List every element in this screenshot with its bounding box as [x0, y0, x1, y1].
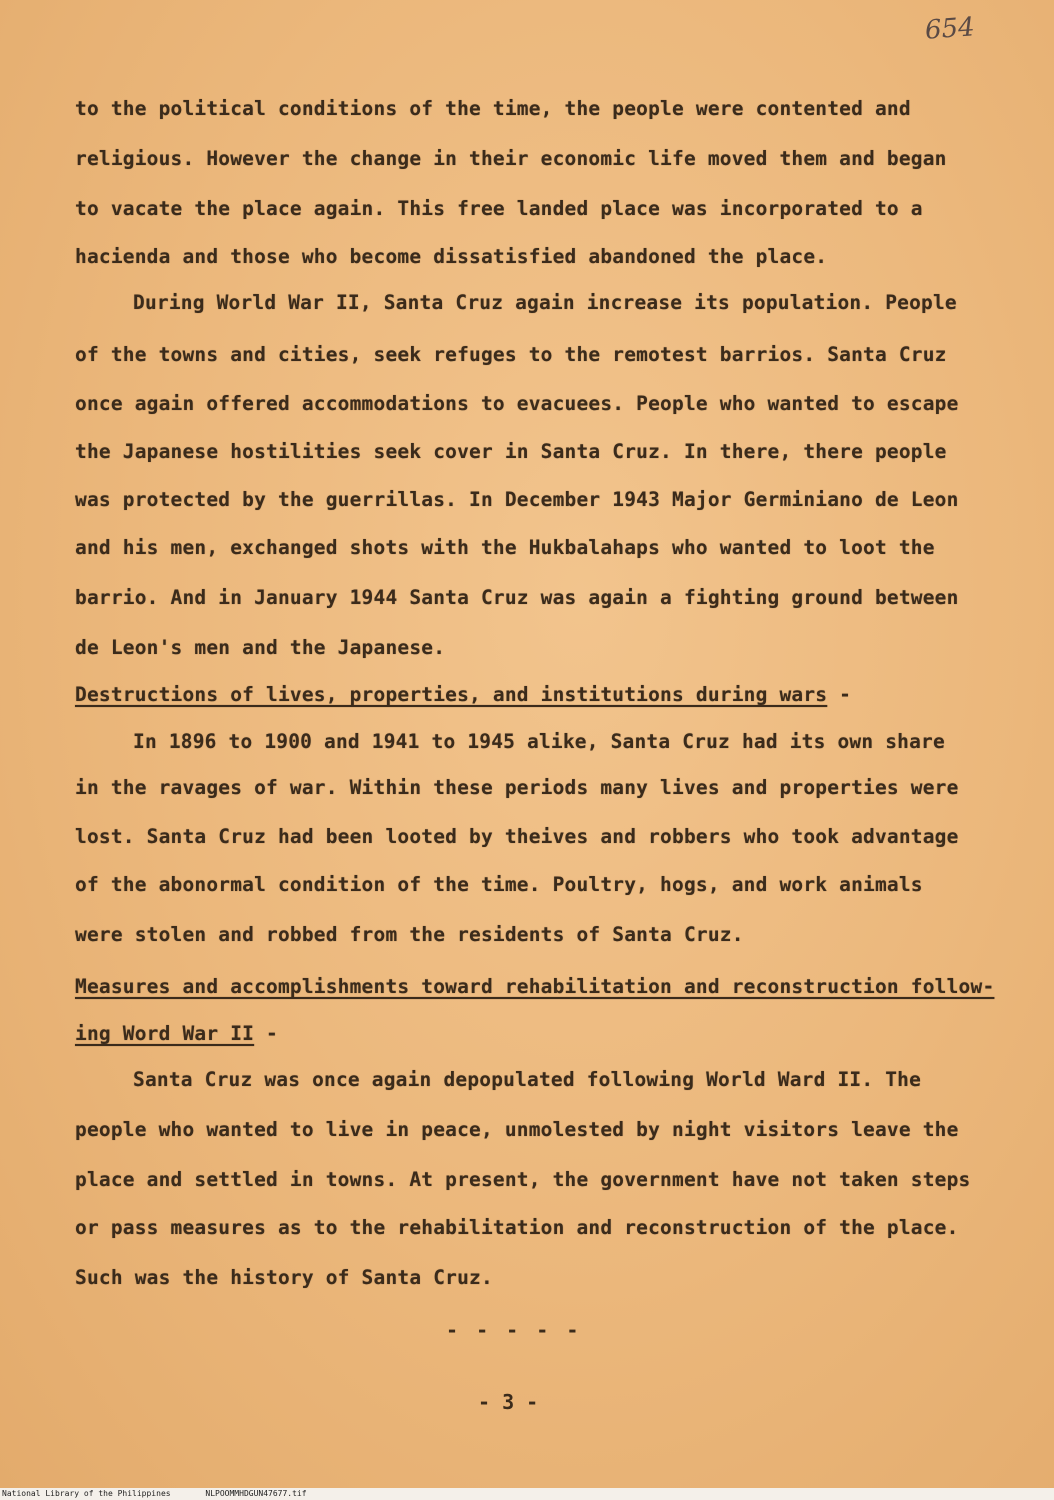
text-line: in the ravages of war. Within these periods many lives and properties were — [75, 776, 959, 799]
text-line: once again offered accommodations to evacuees. People who wanted to escape — [75, 392, 959, 415]
text-line: de Leon's men and the Japanese. — [75, 636, 446, 659]
text-line: religious. However the change in their economic life moved them and began — [75, 147, 947, 170]
scan-footer — [0, 1488, 1054, 1500]
text-line: barrio. And in January 1944 Santa Cruz was again a fighting ground between — [75, 586, 959, 609]
section-heading: Measures and accomplishments toward rehabilitation and reconstruction follow- — [75, 975, 995, 998]
text-line: and his men, exchanged shots with the Hukbalahaps who wanted to loot the — [75, 536, 935, 559]
text-line: During World War II, Santa Cruz again increase its population. People — [133, 291, 957, 314]
footer-filename: NLPOOMMHDGUN47677.tif — [205, 1489, 307, 1498]
text-line: were stolen and robbed from the residents of Santa Cruz. — [75, 923, 744, 946]
text-line: place and settled in towns. At present, the government have not taken steps — [75, 1168, 971, 1191]
text-line: or pass measures as to the rehabilitation and reconstruction of the place. — [75, 1216, 959, 1239]
section-heading: Destructions of lives, properties, and institutions during wars - — [75, 683, 852, 706]
text-line: Such was the history of Santa Cruz. — [75, 1266, 493, 1289]
text-line: Santa Cruz was once again depopulated following World Ward II. The — [133, 1068, 922, 1091]
text-line: the Japanese hostilities seek cover in Santa Cruz. In there, there people — [75, 440, 947, 463]
separator: - - - - - — [446, 1318, 582, 1342]
text-line: of the abonormal condition of the time. Poultry, hogs, and work animals — [75, 873, 923, 896]
handwritten-page-number: 654 — [924, 12, 976, 46]
text-line: to vacate the place again. This free landed place was incorporated to a — [75, 197, 923, 220]
text-line: was protected by the guerrillas. In December 1943 Major Germiniano de Leon — [75, 488, 959, 511]
text-line: In 1896 to 1900 and 1941 to 1945 alike, Santa Cruz had its own share — [133, 730, 945, 753]
text-line: hacienda and those who become dissatisfied abandoned the place. — [75, 245, 828, 268]
page-number: - 3 - — [478, 1390, 539, 1414]
text-line: people who wanted to live in peace, unmolested by night visitors leave the — [75, 1118, 959, 1141]
text-line: lost. Santa Cruz had been looted by theives and robbers who took advantage — [75, 825, 959, 848]
text-line: to the political conditions of the time, the people were contented and — [75, 97, 911, 120]
text-line: of the towns and cities, seek refuges to the remotest barrios. Santa Cruz — [75, 343, 947, 366]
footer-library: National Library of the Philippines — [2, 1489, 171, 1498]
section-heading: ing Word War II - — [75, 1022, 278, 1045]
